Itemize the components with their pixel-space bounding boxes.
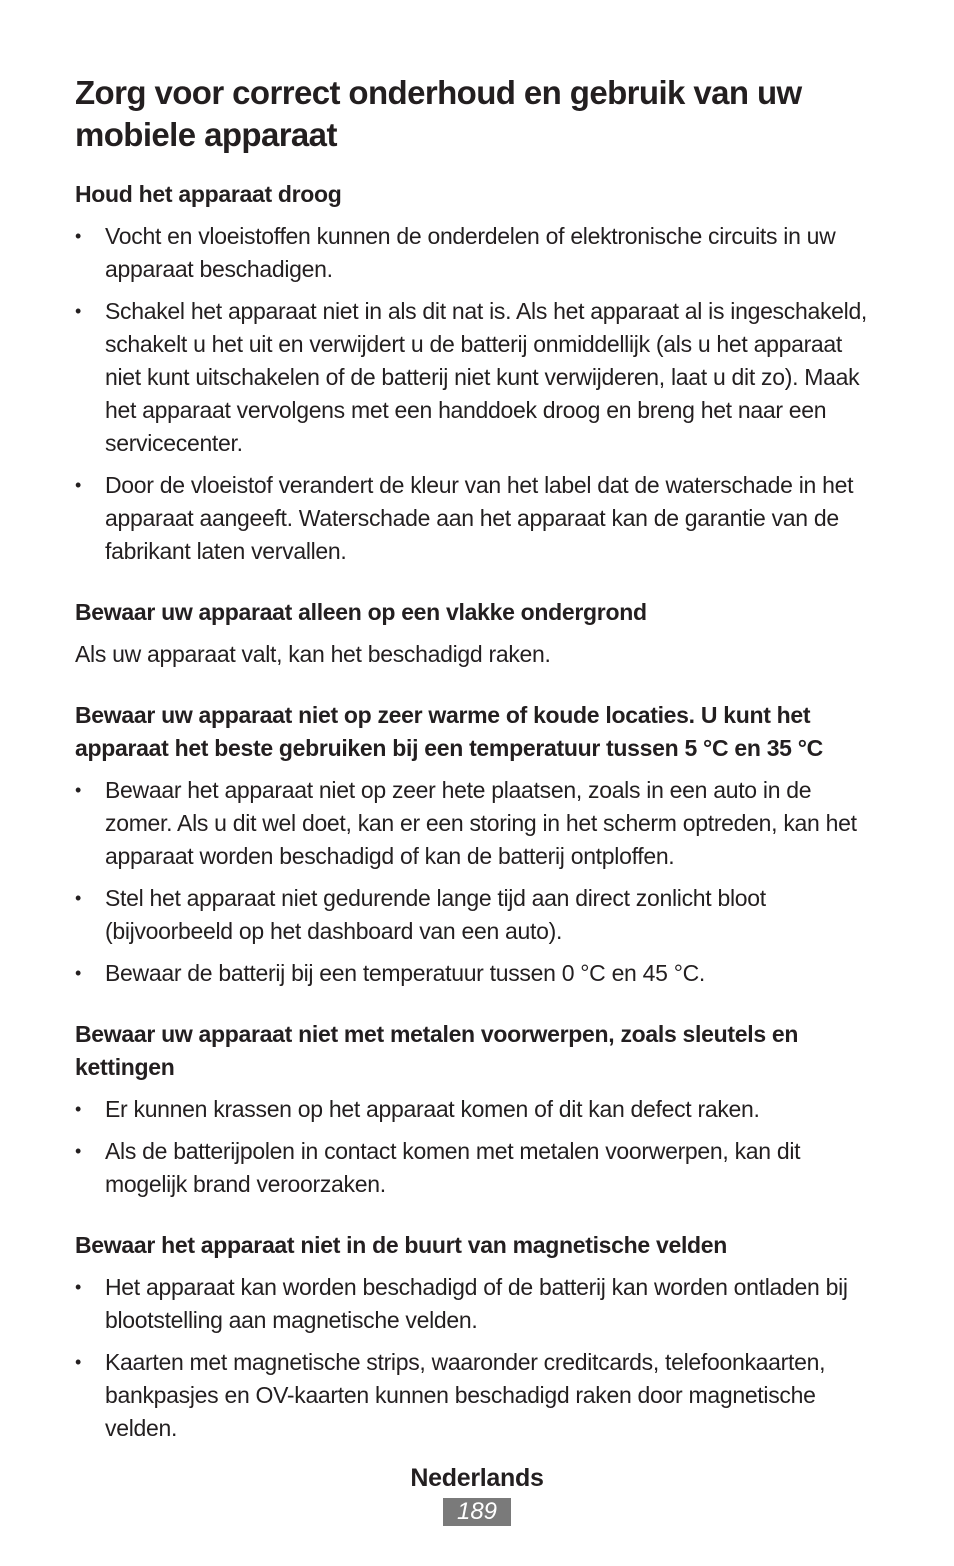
list-item: [75, 220, 880, 286]
page-footer: [0, 1462, 954, 1526]
list-item-text: Bewaar de batterij bij een temperatuur tussen 0 °C en 45 °C.: [105, 960, 706, 986]
section-magnetic-fields: [75, 1229, 880, 1445]
list-item-text: Als de batterijpolen in contact komen met metalen voorwerpen, kan dit mogelijk brand veroorzaken.: [105, 1138, 801, 1197]
section-heading: Bewaar uw apparaat alleen op een vlakke ondergrond: [75, 599, 647, 625]
list-item-text: Het apparaat kan worden beschadigd of de batterij kan worden ontladen bij blootstelling aan magnetische velden.: [105, 1274, 848, 1333]
bullet-list: [75, 774, 880, 990]
bullet-list: [75, 1271, 880, 1445]
list-item-text: Kaarten met magnetische strips, waaronder creditcards, telefoonkaarten, bankpasjes en OV-kaarten kunnen beschadigd raken door magnetische velden.: [105, 1349, 826, 1441]
bullet-icon: •: [75, 1141, 82, 1161]
section-flat-surface: [75, 596, 880, 671]
footer-language: Nederlands: [410, 1464, 544, 1492]
list-item-text: Door de vloeistof verandert de kleur van het label dat de waterschade in het apparaat aangeeft. Waterschade aan het apparaat kan de garantie van de fabrikant laten vervallen.: [105, 472, 854, 564]
section-temperature: [75, 699, 880, 990]
list-item: [75, 469, 880, 568]
bullet-icon: •: [75, 1277, 82, 1297]
bullet-icon: •: [75, 888, 82, 908]
bullet-icon: •: [75, 1352, 82, 1372]
section-paragraph: Als uw apparaat valt, kan het beschadigd raken.: [75, 641, 551, 667]
section-metal-objects: [75, 1018, 880, 1201]
bullet-list: [75, 1093, 880, 1201]
list-item: [75, 1093, 880, 1126]
section-heading: Houd het apparaat droog: [75, 181, 342, 207]
list-item: [75, 1346, 880, 1445]
section-heading: Bewaar uw apparaat niet met metalen voorwerpen, zoals sleutels en kettingen: [75, 1021, 799, 1080]
bullet-icon: •: [75, 301, 82, 321]
list-item-text: Er kunnen krassen op het apparaat komen of dit kan defect raken.: [105, 1096, 760, 1122]
bullet-icon: •: [75, 963, 82, 983]
bullet-icon: •: [75, 780, 82, 800]
bullet-icon: •: [75, 475, 82, 495]
bullet-icon: •: [75, 226, 82, 246]
section-heading: Bewaar het apparaat niet in de buurt van magnetische velden: [75, 1232, 728, 1258]
section-keep-dry: [75, 178, 880, 568]
bullet-icon: •: [75, 1099, 82, 1119]
list-item-text: Vocht en vloeistoffen kunnen de onderdelen of elektronische circuits in uw apparaat beschadigen.: [105, 223, 836, 282]
list-item: [75, 882, 880, 948]
document-body: [75, 72, 880, 1445]
page-number-badge: 189: [443, 1498, 511, 1526]
section-heading: Bewaar uw apparaat niet op zeer warme of koude locaties. U kunt het apparaat het beste gebruiken bij een temperatuur tussen 5 °C en 35 °C: [75, 702, 823, 761]
list-item-text: Schakel het apparaat niet in als dit nat is. Als het apparaat al is ingeschakeld, schakelt u het uit en verwijdert u de batterij onmiddellijk (als u het apparaat niet kunt uitschakelen of de batterij niet kunt verwijderen, laat u dit zo). Maak het apparaat vervolgens met een handdoek droog en breng het naar een servicecenter.: [105, 298, 868, 456]
list-item: [75, 1271, 880, 1337]
list-item: [75, 957, 880, 990]
list-item-text: Bewaar het apparaat niet op zeer hete plaatsen, zoals in een auto in de zomer. Als u dit wel doet, kan er een storing in het scherm optreden, kan het apparaat worden beschadigd of kan de batterij ontploffen.: [105, 777, 857, 869]
page-title: Zorg voor correct onderhoud en gebruik van uw mobiele apparaat: [75, 74, 802, 153]
list-item: [75, 774, 880, 873]
list-item: [75, 1135, 880, 1201]
list-item-text: Stel het apparaat niet gedurende lange tijd aan direct zonlicht bloot (bijvoorbeeld op het dashboard van een auto).: [105, 885, 766, 944]
list-item: [75, 295, 880, 460]
bullet-list: [75, 220, 880, 568]
